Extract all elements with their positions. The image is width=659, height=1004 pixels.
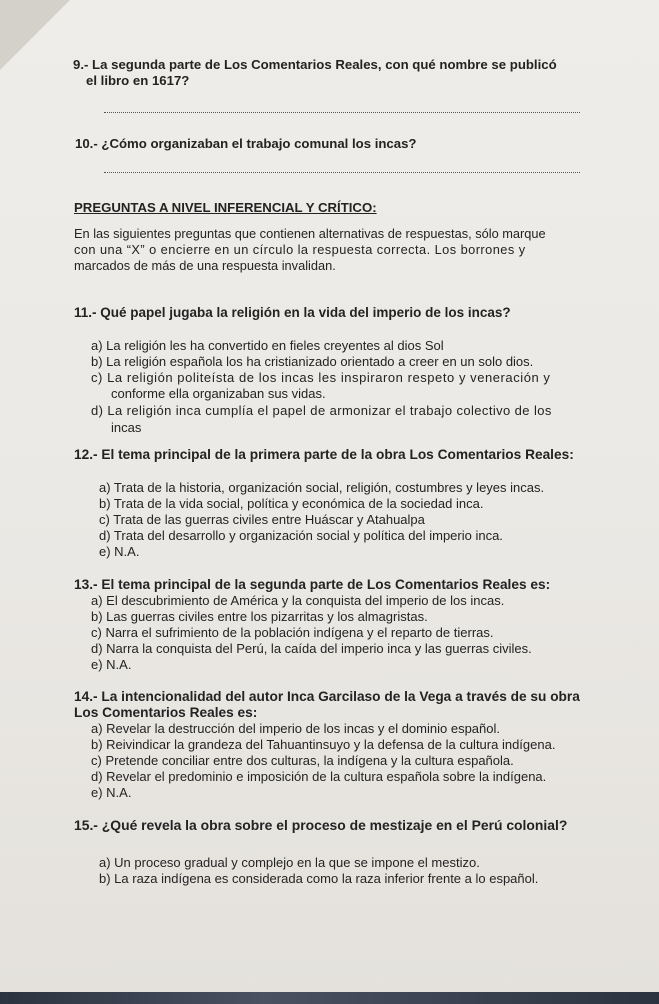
q12-option-b[interactable]: b) Trata de la vida social, política y económica de la sociedad inca. [99, 496, 484, 511]
q9-line2: el libro en 1617? [86, 73, 190, 88]
q15-option-a[interactable]: a) Un proceso gradual y complejo en la que se impone el mestizo. [99, 855, 480, 870]
q12-question: 12.- El tema principal de la primera parte de la obra Los Comentarios Reales: [74, 447, 574, 462]
q13-option-a[interactable]: a) El descubrimiento de América y la conquista del imperio de los incas. [91, 593, 505, 608]
instructions-line1: En las siguientes preguntas que contienen alternativas de respuestas, sólo marque [74, 226, 546, 241]
q9-line1: 9.- La segunda parte de Los Comentarios Reales, con qué nombre se publicó [73, 57, 557, 72]
q12-option-c[interactable]: c) Trata de las guerras civiles entre Huáscar y Atahualpa [99, 512, 425, 527]
q14-option-e[interactable]: e) N.A. [91, 785, 132, 800]
q12-option-d[interactable]: d) Trata del desarrollo y organización social y política del imperio inca. [99, 528, 503, 543]
q14-option-c[interactable]: c) Pretende conciliar entre dos culturas, la indígena y la cultura española. [91, 753, 514, 768]
q15-question: 15.- ¿Qué revela la obra sobre el proceso de mestizaje en el Perú colonial? [74, 817, 568, 833]
q13-option-e[interactable]: e) N.A. [91, 657, 132, 672]
q12-option-e[interactable]: e) N.A. [99, 544, 140, 559]
q14-option-b[interactable]: b) Reivindicar la grandeza del Tahuantinsuyo y la defensa de la cultura indígena. [91, 737, 556, 752]
q13-option-c[interactable]: c) Narra el sufrimiento de la población indígena y el reparto de tierras. [91, 625, 494, 640]
q9-answer-line[interactable] [104, 112, 580, 114]
q11-option-c[interactable]: c) La religión politeísta de los incas les inspiraron respeto y veneración y [91, 370, 551, 385]
q14-question-line2: Los Comentarios Reales es: [74, 705, 258, 720]
desk-surface [0, 992, 659, 1004]
q14-option-a[interactable]: a) Revelar la destrucción del imperio de los incas y el dominio español. [91, 721, 500, 736]
q13-question: 13.- El tema principal de la segunda parte de Los Comentarios Reales es: [74, 577, 551, 592]
q15-option-b[interactable]: b) La raza indígena es considerada como la raza inferior frente a lo español. [99, 871, 539, 886]
q11-option-b[interactable]: b) La religión española los ha cristianizado orientado a creer en un solo dios. [91, 354, 534, 369]
page-corner-fold [0, 0, 70, 70]
instructions-line3: marcados de más de una respuesta invalidan. [74, 258, 336, 273]
q11-option-d[interactable]: d) La religión inca cumplía el papel de armonizar el trabajo colectivo de los [91, 403, 552, 418]
q11-question: 11.- Qué papel jugaba la religión en la vida del imperio de los incas? [74, 305, 511, 320]
q11-option-a[interactable]: a) La religión les ha convertido en fieles creyentes al dios Sol [91, 338, 444, 353]
q10-answer-line[interactable] [104, 172, 580, 174]
q14-option-d[interactable]: d) Revelar el predominio e imposición de la cultura española sobre la indígena. [91, 769, 547, 784]
q14-question-line1: 14.- La intencionalidad del autor Inca Garcilaso de la Vega a través de su obra [74, 689, 580, 704]
section-heading: PREGUNTAS A NIVEL INFERENCIAL Y CRÍTICO: [74, 200, 377, 215]
q11-option-d-cont: incas [111, 420, 142, 435]
q12-option-a[interactable]: a) Trata de la historia, organización social, religión, costumbres y leyes incas. [99, 480, 545, 495]
q13-option-b[interactable]: b) Las guerras civiles entre los pizarritas y los almagristas. [91, 609, 428, 624]
q11-option-c-cont: conforme ella organizaban sus vidas. [111, 386, 326, 401]
q10-text: 10.- ¿Cómo organizaban el trabajo comunal los incas? [75, 136, 417, 151]
q13-option-d[interactable]: d) Narra la conquista del Perú, la caída del imperio inca y las guerras civiles. [91, 641, 532, 656]
instructions-line2: con una “X” o encierre en un círculo la respuesta correcta. Los borrones y [74, 242, 526, 257]
